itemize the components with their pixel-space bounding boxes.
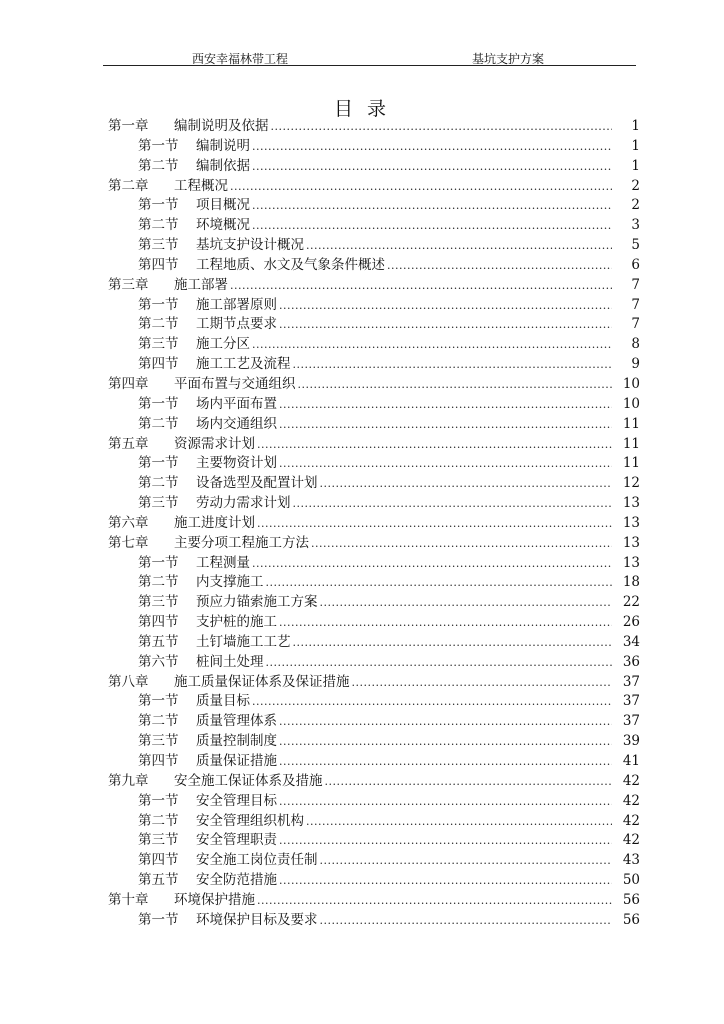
toc-section-entry[interactable] bbox=[108, 454, 640, 474]
toc-entry-page: 13 bbox=[622, 495, 640, 512]
toc-leader-dots bbox=[311, 534, 612, 554]
toc-entry-page: 1 bbox=[631, 157, 640, 174]
toc-entry-number: 第五节 bbox=[138, 633, 179, 650]
toc-entry-title: 支护桩的施工 bbox=[196, 614, 277, 631]
toc-leader-dots bbox=[252, 157, 612, 177]
toc-entry-number: 第三节 bbox=[138, 237, 179, 254]
toc-section-entry[interactable] bbox=[108, 712, 640, 732]
toc-leader-dots bbox=[252, 554, 612, 574]
toc-entry-title: 内支撑施工 bbox=[196, 574, 264, 591]
toc-entry-page: 36 bbox=[622, 653, 640, 670]
toc-leader-dots bbox=[279, 732, 612, 752]
toc-leader-dots bbox=[266, 573, 613, 593]
header-project-name: 西安幸福林带工程 bbox=[192, 52, 289, 66]
toc-entry-number: 第二节 bbox=[138, 713, 179, 730]
toc-entry-title: 编制说明 bbox=[196, 137, 250, 154]
toc-entry-page: 2 bbox=[631, 197, 640, 214]
toc-entry-title: 施工部署原则 bbox=[196, 296, 277, 313]
toc-chapter-entry[interactable] bbox=[108, 891, 640, 911]
toc-leader-dots bbox=[279, 613, 612, 633]
toc-section-entry[interactable] bbox=[108, 395, 640, 415]
toc-entry-number: 第二节 bbox=[138, 157, 179, 174]
toc-entry-number: 第二节 bbox=[138, 217, 179, 234]
toc-entry-page: 7 bbox=[631, 276, 640, 293]
toc-leader-dots bbox=[279, 792, 612, 812]
toc-section-entry[interactable] bbox=[108, 812, 640, 832]
toc-entry-title: 工期节点要求 bbox=[196, 316, 277, 333]
toc-section-entry[interactable] bbox=[108, 554, 640, 574]
toc-entry-page: 13 bbox=[622, 554, 640, 571]
toc-section-entry[interactable] bbox=[108, 355, 640, 375]
toc-entry-title: 施工部署 bbox=[174, 276, 228, 293]
toc-leader-dots bbox=[293, 355, 613, 375]
toc-entry-number: 第一节 bbox=[138, 197, 179, 214]
toc-entry-title: 质量控制制度 bbox=[196, 733, 277, 750]
toc-section-entry[interactable] bbox=[108, 315, 640, 335]
toc-entry-number: 第二章 bbox=[108, 177, 149, 194]
toc-leader-dots bbox=[279, 454, 612, 474]
toc-entry-title: 安全管理目标 bbox=[196, 792, 277, 809]
toc-entry-number: 第一节 bbox=[138, 911, 179, 928]
toc-leader-dots bbox=[293, 633, 613, 653]
toc-entry-page: 13 bbox=[622, 514, 640, 531]
toc-entry-page: 42 bbox=[622, 792, 640, 809]
toc-entry-number: 第十章 bbox=[108, 891, 149, 908]
toc-leader-dots bbox=[325, 772, 613, 792]
toc-leader-dots bbox=[252, 196, 612, 216]
toc-entry-page: 13 bbox=[622, 534, 640, 551]
toc-entry-number: 第一节 bbox=[138, 395, 179, 412]
toc-entry-number: 第四节 bbox=[138, 356, 179, 373]
toc-entry-title: 施工质量保证体系及保证措施 bbox=[174, 673, 350, 690]
toc-leader-dots bbox=[230, 276, 612, 296]
toc-entry-number: 第六章 bbox=[108, 514, 149, 531]
toc-section-entry[interactable] bbox=[108, 732, 640, 752]
toc-entry-number: 第七章 bbox=[108, 534, 149, 551]
toc-entry-page: 41 bbox=[622, 753, 640, 769]
page-header bbox=[103, 47, 636, 66]
toc-chapter-entry[interactable] bbox=[108, 435, 640, 455]
toc-entry-title: 资源需求计划 bbox=[174, 435, 255, 452]
toc-chapter-entry[interactable] bbox=[108, 514, 640, 534]
toc-section-entry[interactable] bbox=[108, 871, 640, 891]
toc-section-entry[interactable] bbox=[108, 692, 640, 712]
toc-section-entry[interactable] bbox=[108, 474, 640, 494]
toc-leader-dots bbox=[320, 593, 613, 613]
toc-chapter-entry[interactable] bbox=[108, 177, 640, 197]
toc-entry-title: 编制依据 bbox=[196, 157, 250, 174]
toc-entry-title: 劳动力需求计划 bbox=[196, 495, 291, 512]
toc-entry-number: 第三节 bbox=[138, 495, 179, 512]
toc-leader-dots bbox=[306, 236, 612, 256]
toc-section-entry[interactable] bbox=[108, 335, 640, 355]
toc-leader-dots bbox=[279, 752, 612, 772]
toc-leader-dots bbox=[279, 712, 612, 732]
toc-leader-dots bbox=[230, 177, 612, 197]
toc-entry-title: 环境保护措施 bbox=[174, 891, 255, 908]
toc-section-entry[interactable] bbox=[108, 296, 640, 316]
toc-entry-title: 桩间土处理 bbox=[196, 653, 264, 670]
toc-entry-number: 第八章 bbox=[108, 673, 149, 690]
toc-entry-number: 第三节 bbox=[138, 733, 179, 750]
toc-entry-title: 安全管理组织机构 bbox=[196, 812, 304, 829]
toc-chapter-entry[interactable] bbox=[108, 276, 640, 296]
toc-section-entry[interactable] bbox=[108, 216, 640, 236]
toc-entry-number: 第二节 bbox=[138, 415, 179, 432]
toc-entry-title: 安全防范措施 bbox=[196, 872, 277, 889]
toc-entry-title: 编制说明及依据 bbox=[174, 118, 269, 134]
toc-entry-page: 37 bbox=[622, 693, 640, 710]
toc-section-entry[interactable] bbox=[108, 752, 640, 772]
toc-entry-page: 1 bbox=[631, 118, 640, 134]
toc-entry-number: 第一节 bbox=[138, 693, 179, 710]
toc-entry-title: 安全施工岗位责任制 bbox=[196, 852, 318, 869]
toc-entry-number: 第九章 bbox=[108, 772, 149, 789]
toc-chapter-entry[interactable] bbox=[108, 673, 640, 693]
toc-entry-number: 第六节 bbox=[138, 653, 179, 670]
toc-entry-title: 主要分项工程施工方法 bbox=[174, 534, 309, 551]
toc-leader-dots bbox=[279, 395, 612, 415]
toc-entry-page: 56 bbox=[622, 891, 640, 908]
toc-section-entry[interactable] bbox=[108, 831, 640, 851]
toc-entry-title: 工程测量 bbox=[196, 554, 250, 571]
toc-entry-page: 10 bbox=[622, 395, 640, 412]
toc-entry-number: 第四节 bbox=[138, 852, 179, 869]
toc-leader-dots bbox=[252, 692, 612, 712]
toc-entry-title: 基坑支护设计概况 bbox=[196, 237, 304, 254]
toc-entry-title: 平面布置与交通组织 bbox=[174, 375, 296, 392]
toc-section-entry[interactable] bbox=[108, 633, 640, 653]
toc-section-entry[interactable] bbox=[108, 573, 640, 593]
toc-leader-dots bbox=[279, 296, 612, 316]
toc-entry-page: 1 bbox=[631, 137, 640, 154]
header-document-name: 基坑支护方案 bbox=[472, 52, 545, 66]
toc-section-entry[interactable] bbox=[108, 196, 640, 216]
toc-leader-dots bbox=[279, 831, 612, 851]
toc-leader-dots bbox=[387, 256, 612, 276]
toc-chapter-entry[interactable] bbox=[108, 772, 640, 792]
toc-section-entry[interactable] bbox=[108, 415, 640, 435]
toc-entry-page: 18 bbox=[622, 574, 640, 591]
toc-entry-title: 工程概况 bbox=[174, 177, 228, 194]
toc-entry-page: 10 bbox=[622, 375, 640, 392]
toc-section-entry[interactable] bbox=[108, 157, 640, 177]
toc-entry-number: 第四章 bbox=[108, 375, 149, 392]
toc-leader-dots bbox=[320, 851, 613, 871]
toc-entry-page: 26 bbox=[622, 614, 640, 631]
toc-entry-number: 第二节 bbox=[138, 812, 179, 829]
toc-leader-dots bbox=[252, 216, 612, 236]
toc-entry-page: 3 bbox=[631, 217, 640, 234]
toc-entry-number: 第一节 bbox=[138, 554, 179, 571]
toc-entry-title: 质量目标 bbox=[196, 693, 250, 710]
toc-section-entry[interactable] bbox=[108, 137, 640, 157]
toc-section-entry[interactable] bbox=[108, 653, 640, 673]
toc-entry-page: 9 bbox=[631, 356, 640, 373]
toc-section-entry[interactable] bbox=[108, 613, 640, 633]
toc-section-entry[interactable] bbox=[108, 851, 640, 871]
toc-entry-page: 8 bbox=[631, 336, 640, 353]
toc-entry-number: 第五节 bbox=[138, 872, 179, 889]
toc-entry-page: 7 bbox=[631, 316, 640, 333]
toc-leader-dots bbox=[271, 117, 613, 137]
toc-entry-title: 主要物资计划 bbox=[196, 455, 277, 472]
toc-entry-number: 第二节 bbox=[138, 475, 179, 492]
toc-entry-page: 11 bbox=[622, 415, 640, 432]
toc-leader-dots bbox=[298, 375, 613, 395]
toc-leader-dots bbox=[320, 474, 613, 494]
toc-entry-number: 第一节 bbox=[138, 137, 179, 154]
toc-leader-dots bbox=[352, 673, 613, 693]
toc-entry-number: 第二节 bbox=[138, 316, 179, 333]
toc-entry-page: 6 bbox=[631, 256, 640, 273]
toc-entry-title: 项目概况 bbox=[196, 197, 250, 214]
toc-entry-title: 环境概况 bbox=[196, 217, 250, 234]
toc-entry-number: 第四节 bbox=[138, 753, 179, 769]
toc-leader-dots bbox=[266, 653, 613, 673]
toc-chapter-entry[interactable] bbox=[108, 375, 640, 395]
toc-leader-dots bbox=[257, 514, 612, 534]
toc-entry-title: 环境保护目标及要求 bbox=[196, 911, 318, 928]
toc-entry-title: 工程地质、水文及气象条件概述 bbox=[196, 256, 385, 273]
toc-entry-number: 第二节 bbox=[138, 574, 179, 591]
toc-entry-page: 56 bbox=[622, 911, 640, 928]
toc-entry-page: 50 bbox=[622, 872, 640, 889]
table-of-contents bbox=[108, 117, 640, 931]
toc-chapter-entry[interactable] bbox=[108, 534, 640, 554]
toc-entry-number: 第五章 bbox=[108, 435, 149, 452]
toc-entry-number: 第一节 bbox=[138, 792, 179, 809]
toc-section-entry[interactable] bbox=[108, 256, 640, 276]
toc-section-entry[interactable] bbox=[108, 911, 640, 931]
toc-entry-number: 第三节 bbox=[138, 832, 179, 849]
toc-entry-page: 2 bbox=[631, 177, 640, 194]
toc-entry-number: 第三章 bbox=[108, 276, 149, 293]
toc-entry-number: 第一节 bbox=[138, 296, 179, 313]
toc-section-entry[interactable] bbox=[108, 792, 640, 812]
toc-entry-title: 场内交通组织 bbox=[196, 415, 277, 432]
toc-entry-page: 7 bbox=[631, 296, 640, 313]
toc-leader-dots bbox=[257, 891, 612, 911]
toc-entry-number: 第三节 bbox=[138, 594, 179, 611]
toc-leader-dots bbox=[293, 494, 613, 514]
toc-entry-page: 42 bbox=[622, 832, 640, 849]
toc-section-entry[interactable] bbox=[108, 494, 640, 514]
toc-entry-number: 第四节 bbox=[138, 614, 179, 631]
toc-entry-page: 5 bbox=[631, 237, 640, 254]
toc-leader-dots bbox=[320, 911, 613, 931]
toc-leader-dots bbox=[252, 335, 612, 355]
toc-entry-title: 安全管理职责 bbox=[196, 832, 277, 849]
toc-entry-page: 37 bbox=[622, 713, 640, 730]
toc-entry-page: 37 bbox=[622, 673, 640, 690]
toc-entry-title: 质量保证措施 bbox=[196, 753, 277, 769]
toc-entry-page: 43 bbox=[622, 852, 640, 869]
toc-entry-number: 第三节 bbox=[138, 336, 179, 353]
toc-entry-page: 34 bbox=[622, 633, 640, 650]
toc-entry-number: 第一节 bbox=[138, 455, 179, 472]
toc-section-entry[interactable] bbox=[108, 236, 640, 256]
toc-entry-number: 第四节 bbox=[138, 256, 179, 273]
toc-entry-page: 42 bbox=[622, 772, 640, 789]
toc-entry-number: 第一章 bbox=[108, 118, 149, 134]
toc-entry-page: 39 bbox=[622, 733, 640, 750]
toc-entry-title: 施工进度计划 bbox=[174, 514, 255, 531]
toc-entry-title: 施工工艺及流程 bbox=[196, 356, 291, 373]
toc-leader-dots bbox=[306, 812, 612, 832]
toc-entry-page: 22 bbox=[622, 594, 640, 611]
toc-leader-dots bbox=[252, 137, 612, 157]
toc-leader-dots bbox=[257, 435, 612, 455]
toc-section-entry[interactable] bbox=[108, 593, 640, 613]
toc-entry-title: 土钉墙施工工艺 bbox=[196, 633, 291, 650]
toc-title: 目 录 bbox=[333, 98, 391, 120]
toc-entry-title: 场内平面布置 bbox=[196, 395, 277, 412]
toc-entry-page: 12 bbox=[622, 475, 640, 492]
toc-entry-page: 42 bbox=[622, 812, 640, 829]
toc-entry-title: 质量管理体系 bbox=[196, 713, 277, 730]
toc-leader-dots bbox=[279, 415, 612, 435]
toc-entry-title: 预应力锚索施工方案 bbox=[196, 594, 318, 611]
toc-entry-title: 施工分区 bbox=[196, 336, 250, 353]
toc-entry-page: 11 bbox=[622, 455, 640, 472]
toc-chapter-entry[interactable] bbox=[108, 117, 640, 137]
toc-leader-dots bbox=[279, 315, 612, 335]
toc-entry-title: 安全施工保证体系及措施 bbox=[174, 772, 323, 789]
toc-entry-title: 设备选型及配置计划 bbox=[196, 475, 318, 492]
toc-leader-dots bbox=[279, 871, 612, 891]
toc-entry-page: 11 bbox=[622, 435, 640, 452]
